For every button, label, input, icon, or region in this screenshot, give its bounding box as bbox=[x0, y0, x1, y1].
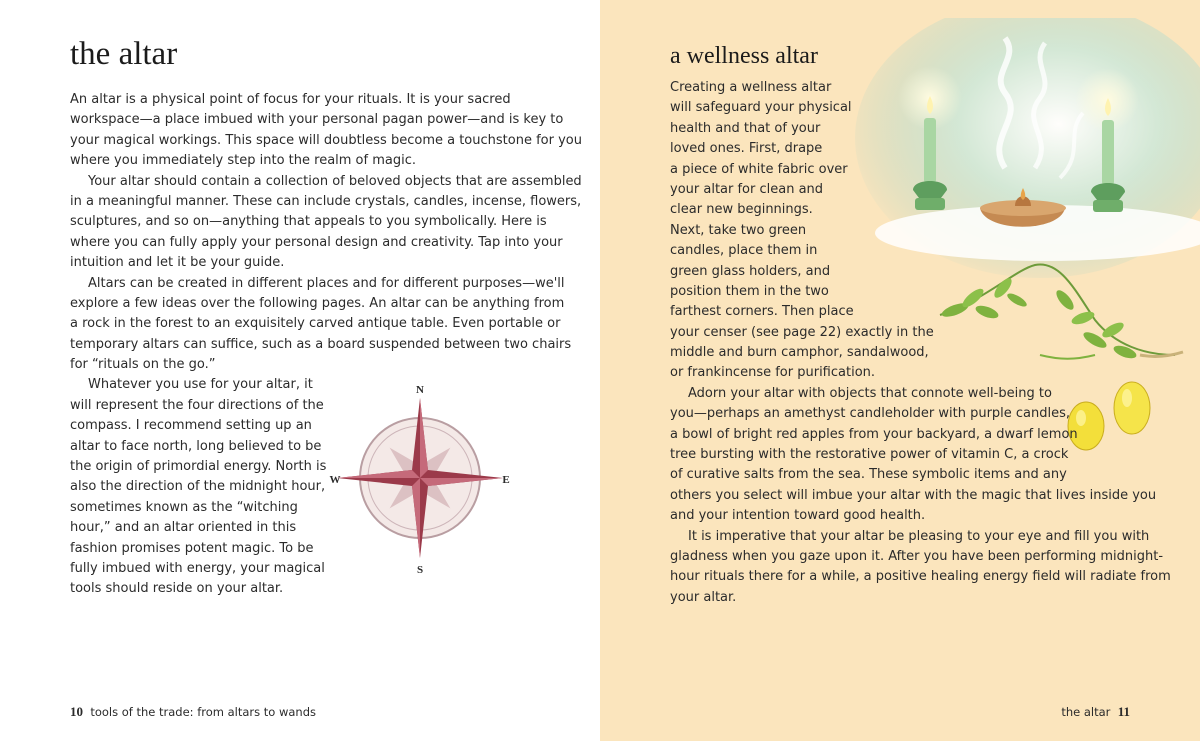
body-line: An altar is a physical point of focus for your rituals. It is your sacred bbox=[70, 92, 511, 107]
body-line: will represent the four directions of the bbox=[70, 397, 324, 413]
body-line: loved ones. First, drape bbox=[670, 141, 823, 157]
body-line: temporary altars can suffice, such as a board suspended between two chairs bbox=[70, 336, 572, 352]
compass-label-south: S bbox=[416, 564, 424, 576]
body-line: in a meaningful manner. These can include crystals, candles, incense, flowers, bbox=[70, 193, 582, 209]
body-line: It is imperative that your altar be pleasing to your eye and fill you with bbox=[688, 528, 1150, 544]
body-line: health and that of your bbox=[670, 120, 821, 136]
body-line: sometimes known as the “witching bbox=[70, 499, 298, 515]
body-line: Your altar should contain a collection of beloved objects that are assembled bbox=[88, 173, 582, 189]
body-line: Whatever you use for your altar, it bbox=[88, 377, 313, 393]
page-number: 10 bbox=[70, 704, 83, 719]
body-line: your altar for clean and bbox=[670, 181, 824, 197]
body-line: sculptures, and so on—anything that appeals to you symbolically. Here is bbox=[70, 214, 547, 230]
body-line: farthest corners. Then place bbox=[670, 304, 854, 320]
body-line: for “rituals on the go.” bbox=[70, 357, 216, 373]
right-footer bbox=[1061, 704, 1130, 720]
body-line: explore a few ideas over the following pages. An altar can be anything from bbox=[70, 295, 565, 311]
body-line: your altar. bbox=[670, 589, 737, 605]
body-line: where you can fully apply your personal design and creativity. Tap into your bbox=[70, 234, 563, 250]
compass-label-north: N bbox=[416, 384, 424, 396]
right-page-body bbox=[670, 78, 1171, 608]
body-line: others you select will imbue your altar with the magic that lives inside you bbox=[670, 487, 1157, 503]
body-line: position them in the two bbox=[670, 283, 829, 299]
body-line: your censer (see page 22) exactly in the bbox=[670, 324, 934, 340]
left-page-title: the altar bbox=[70, 36, 178, 72]
body-line: fashion promises potent magic. To be bbox=[70, 540, 314, 556]
body-line: hour rituals there for a while, a positive healing energy field will radiate from bbox=[670, 569, 1171, 585]
body-line: of curative salts from the sea. These symbolic items and any bbox=[670, 467, 1067, 483]
body-line: will safeguard your physical bbox=[670, 100, 852, 116]
body-line: Creating a wellness altar bbox=[670, 80, 832, 95]
page-number: 11 bbox=[1117, 704, 1130, 719]
body-line: green glass holders, and bbox=[670, 263, 831, 279]
body-line: your magical workings. This space will doubtless become a touchstone for you bbox=[70, 132, 582, 148]
body-line: tree bursting with the restorative power of vitamin C, a crock bbox=[670, 447, 1069, 463]
compass-label-west: W bbox=[329, 474, 341, 486]
body-line: or frankincense for purification. bbox=[670, 365, 876, 381]
right-page-title: a wellness altar bbox=[670, 43, 818, 69]
running-head: tools of the trade: from altars to wands bbox=[90, 705, 317, 719]
body-line: workspace—a place imbued with your personal pagan power—and is key to bbox=[70, 112, 564, 128]
compass-label-east: E bbox=[502, 474, 510, 486]
body-line: intuition and let it be your guide. bbox=[70, 255, 285, 271]
body-line: a rock in the forest to an exquisitely carved antique table. Even portable or bbox=[70, 316, 561, 332]
body-line: compass. I recommend setting up an bbox=[70, 418, 312, 434]
compass-rose-illustration bbox=[318, 380, 523, 580]
body-line: a bowl of bright red apples from your backyard, a dwarf lemon bbox=[670, 426, 1078, 442]
left-footer bbox=[70, 704, 316, 720]
body-line: gladness when you gaze upon it. After you have been performing midnight- bbox=[670, 548, 1164, 564]
body-line: altar to face north, long believed to be bbox=[70, 438, 322, 454]
running-head: the altar bbox=[1061, 705, 1111, 719]
body-line: tools should reside on your altar. bbox=[70, 581, 284, 597]
body-line: candles, place them in bbox=[670, 243, 818, 259]
body-line: Altars can be created in different places and for different purposes—we'll bbox=[88, 275, 565, 291]
body-line: Adorn your altar with objects that connote well-being to bbox=[688, 385, 1052, 401]
body-line: hour,” and an altar oriented in this bbox=[70, 520, 297, 536]
body-line: Next, take two green bbox=[670, 222, 807, 238]
body-line: clear new beginnings. bbox=[670, 202, 813, 218]
body-line: a piece of white fabric over bbox=[670, 161, 848, 177]
body-line: fully imbued with energy, your magical bbox=[70, 560, 325, 576]
body-line: and your intention toward good health. bbox=[670, 508, 926, 524]
body-line: the origin of primordial energy. North is bbox=[70, 459, 327, 475]
body-line: you—perhaps an amethyst candleholder with purple candles, bbox=[670, 406, 1071, 422]
body-line: where you immediately step into the realm of magic. bbox=[70, 153, 416, 169]
body-line: also the direction of the midnight hour, bbox=[70, 479, 326, 495]
body-line: middle and burn camphor, sandalwood, bbox=[670, 345, 929, 361]
